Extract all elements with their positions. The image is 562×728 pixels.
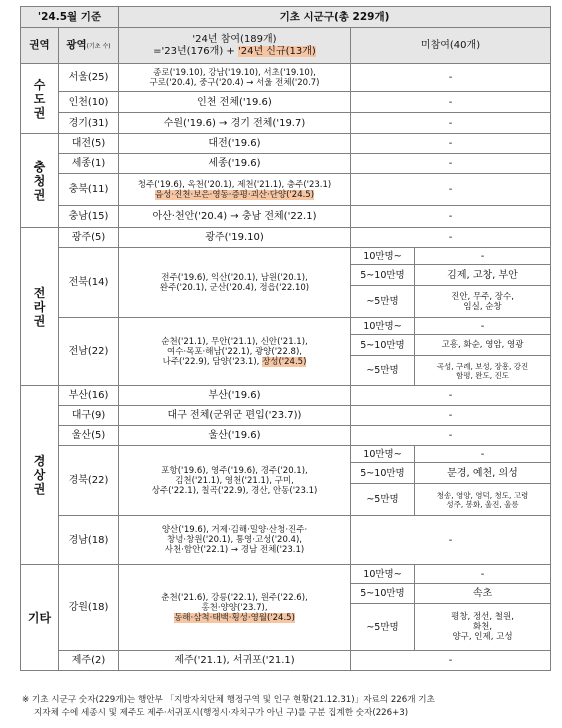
- nonparticipation-gyeongbuk-large: -: [415, 446, 551, 463]
- pop-band-50k-100k: 5~10만명: [351, 584, 415, 604]
- nonparticipation-jeonnam-mid: 고흥, 화순, 영암, 영광: [415, 335, 551, 356]
- metro-sejong: 세종(1): [59, 154, 119, 174]
- participation-chungbuk: 청주('19.6), 옥천('20.1), 제천('21.1), 충주('23.1) 음성·진천·보은·영동·증평·괴산·단양('24.5): [119, 174, 351, 206]
- metro-ulsan: 울산(5): [59, 426, 119, 446]
- metro-chungbuk: 충북(11): [59, 174, 119, 206]
- nonparticipation-ulsan: -: [351, 426, 551, 446]
- nonparticipation-incheon: -: [351, 92, 551, 113]
- pop-band-under-50k: ~5만명: [351, 604, 415, 651]
- participation-ulsan: 울산('19.6): [119, 426, 351, 446]
- metro-gwangju: 광주(5): [59, 228, 119, 248]
- table-row: [21, 154, 551, 174]
- pop-band-under-50k: ~5만명: [351, 484, 415, 516]
- table-row: [21, 134, 551, 154]
- participation-daejeon: 대전('19.6): [119, 134, 351, 154]
- table-row: [21, 651, 551, 671]
- pop-band-under-50k: ~5만명: [351, 286, 415, 318]
- participation-gyeongnam: 양산('19.6), 거제·김해·밀양·산청·진주· 창녕·창원('20.1), 통영·고성('20.4), 사천·함안('22.1) → 경남 전체('23.1): [119, 516, 351, 565]
- table-row: [21, 206, 551, 228]
- table-row: [21, 446, 551, 463]
- metro-gyeongnam: 경남(18): [59, 516, 119, 565]
- nonparticipation-chungnam: -: [351, 206, 551, 228]
- participation-jeonnam: 순천('21.1), 무안('21.1), 신안('21.1), 여수·목포·해남('22.1), 광양('22.8), 나주('22.9), 담양('23.1), 장성('24.5): [119, 318, 351, 386]
- participation-sejong: 세종('19.6): [119, 154, 351, 174]
- table-row: [21, 426, 551, 446]
- pop-band-over-100k: 10만명~: [351, 248, 415, 265]
- participation-daegu: 대구 전체(군위군 편입('23.7)): [119, 406, 351, 426]
- nonparticipation-gyeongbuk-mid: 문경, 예천, 의성: [415, 463, 551, 484]
- participation-incheon: 인천 전체('19.6): [119, 92, 351, 113]
- table-row: [21, 92, 551, 113]
- nonparticipation-gangwon-mid: 속초: [415, 584, 551, 604]
- participation-header: '24년 참여(189개) ='23년(176개) + '24년 신규(13개): [119, 28, 351, 64]
- table-row: [21, 516, 551, 565]
- nonparticipation-gyeongnam: -: [351, 516, 551, 565]
- participation-gangwon: 춘천('21.6), 강릉('22.1), 원주('22.6), 홍천·양양('23.7), 동해·삼척·태백·횡성·영월('24.5): [119, 565, 351, 651]
- region-sudo: 수 도 권: [21, 64, 59, 134]
- participation-gyeongbuk: 포항('19.6), 영주('19.6), 경주('20.1), 김천('21.1), 영천('21.1), 구미, 상주('22.1), 칠곡('22.9), 경산, 안동('23.1): [119, 446, 351, 516]
- pop-band-under-50k: ~5만명: [351, 356, 415, 386]
- metro-column-header: 광역(기초 수): [59, 28, 119, 64]
- table-row: [21, 113, 551, 134]
- footnote: [22, 694, 552, 720]
- metro-gangwon: 강원(18): [59, 565, 119, 651]
- metro-jeju: 제주(2): [59, 651, 119, 671]
- region-jeolla: 전 라 권: [21, 228, 59, 386]
- total-count-header: 기초 시군구(총 229개): [119, 7, 551, 28]
- nonparticipation-gyeonggi: -: [351, 113, 551, 134]
- table-row: [21, 406, 551, 426]
- nonparticipation-sejong: -: [351, 154, 551, 174]
- table-row: [21, 174, 551, 206]
- pop-band-over-100k: 10만명~: [351, 446, 415, 463]
- pop-band-over-100k: 10만명~: [351, 318, 415, 335]
- metro-busan: 부산(16): [59, 386, 119, 406]
- footnote-line-2: 지자체 수에 세종시 및 제주도 제주·서귀포시(행정시·자치구가 아닌 구)를 구분 집계한 숫자(226+3): [34, 708, 409, 718]
- nonparticipation-gangwon-large: -: [415, 565, 551, 584]
- pop-band-over-100k: 10만명~: [351, 565, 415, 584]
- new-2024-highlight: '24년 신규(13개): [237, 45, 316, 57]
- metro-gyeongbuk: 경북(22): [59, 446, 119, 516]
- nonparticipation-gwangju: -: [351, 228, 551, 248]
- nonparticipation-chungbuk: -: [351, 174, 551, 206]
- participation-table: [20, 6, 551, 671]
- participation-chungnam: 아산·천안('20.4) → 충남 전체('22.1): [119, 206, 351, 228]
- metro-chungnam: 충남(15): [59, 206, 119, 228]
- table-row: [21, 386, 551, 406]
- metro-daegu: 대구(9): [59, 406, 119, 426]
- footnote-line-1: ※ 기초 시군구 숫자(229개)는 행안부 「지방자치단체 행정구역 및 인구 현황(21.12.31)」자료의 226개 기초: [22, 695, 435, 705]
- pop-band-50k-100k: 5~10만명: [351, 335, 415, 356]
- nonparticipation-seoul: -: [351, 64, 551, 92]
- nonparticipation-jeonbuk-mid: 김제, 고창, 부안: [415, 265, 551, 286]
- nonparticipation-jeonnam-small: 곡성, 구례, 보성, 장흥, 강진 함평, 완도, 진도: [415, 356, 551, 386]
- nonparticipation-header: 미참여(40개): [351, 28, 551, 64]
- participation-busan: 부산('19.6): [119, 386, 351, 406]
- nonparticipation-gangwon-small: 평창, 정선, 철원, 화천, 양구, 인제, 고성: [415, 604, 551, 651]
- nonparticipation-busan: -: [351, 386, 551, 406]
- participation-seoul: 종로('19.10), 강남('19.10), 서초('19.10), 구로('20.4), 중구('20.4) → 서울 전체('20.7): [119, 64, 351, 92]
- metro-jeonnam: 전남(22): [59, 318, 119, 386]
- basis-date: '24.5월 기준: [21, 7, 119, 28]
- pop-band-50k-100k: 5~10만명: [351, 265, 415, 286]
- participation-jeju: 제주('21.1), 서귀포('21.1): [119, 651, 351, 671]
- metro-daejeon: 대전(5): [59, 134, 119, 154]
- region-etc: 기타: [21, 565, 59, 671]
- new-2024-highlight: 장성('24.5): [262, 356, 307, 367]
- new-2024-highlight: 동해·삼척·태백·횡성·영월('24.5): [174, 612, 295, 623]
- new-2024-highlight: 음성·진천·보은·영동·증평·괴산·단양('24.5): [154, 189, 315, 200]
- table-row: [21, 228, 551, 248]
- participation-gyeonggi: 수원('19.6) → 경기 전체('19.7): [119, 113, 351, 134]
- nonparticipation-jeonbuk-large: -: [415, 248, 551, 265]
- participation-jeonbuk: 전주('19.6), 익산('20.1), 남원('20.1), 완주('20.1), 군산('20.4), 정읍('22.10): [119, 248, 351, 318]
- nonparticipation-gyeongbuk-small: 청송, 영양, 영덕, 청도, 고령 성주, 봉화, 울진, 울릉: [415, 484, 551, 516]
- table-row: [21, 565, 551, 584]
- metro-jeonbuk: 전북(14): [59, 248, 119, 318]
- table-row: [21, 64, 551, 92]
- nonparticipation-jeonbuk-small: 진안, 무주, 장수, 임실, 순창: [415, 286, 551, 318]
- region-gyeongsang: 경 상 권: [21, 386, 59, 565]
- nonparticipation-jeju: -: [351, 651, 551, 671]
- nonparticipation-daegu: -: [351, 406, 551, 426]
- participation-gwangju: 광주('19.10): [119, 228, 351, 248]
- table-row: [21, 318, 551, 335]
- region-chungcheong: 충 청 권: [21, 134, 59, 228]
- metro-gyeonggi: 경기(31): [59, 113, 119, 134]
- nonparticipation-jeonnam-large: -: [415, 318, 551, 335]
- metro-incheon: 인천(10): [59, 92, 119, 113]
- metro-seoul: 서울(25): [59, 64, 119, 92]
- table-row: [21, 248, 551, 265]
- pop-band-50k-100k: 5~10만명: [351, 463, 415, 484]
- nonparticipation-daejeon: -: [351, 134, 551, 154]
- region-column-header: 권역: [21, 28, 59, 64]
